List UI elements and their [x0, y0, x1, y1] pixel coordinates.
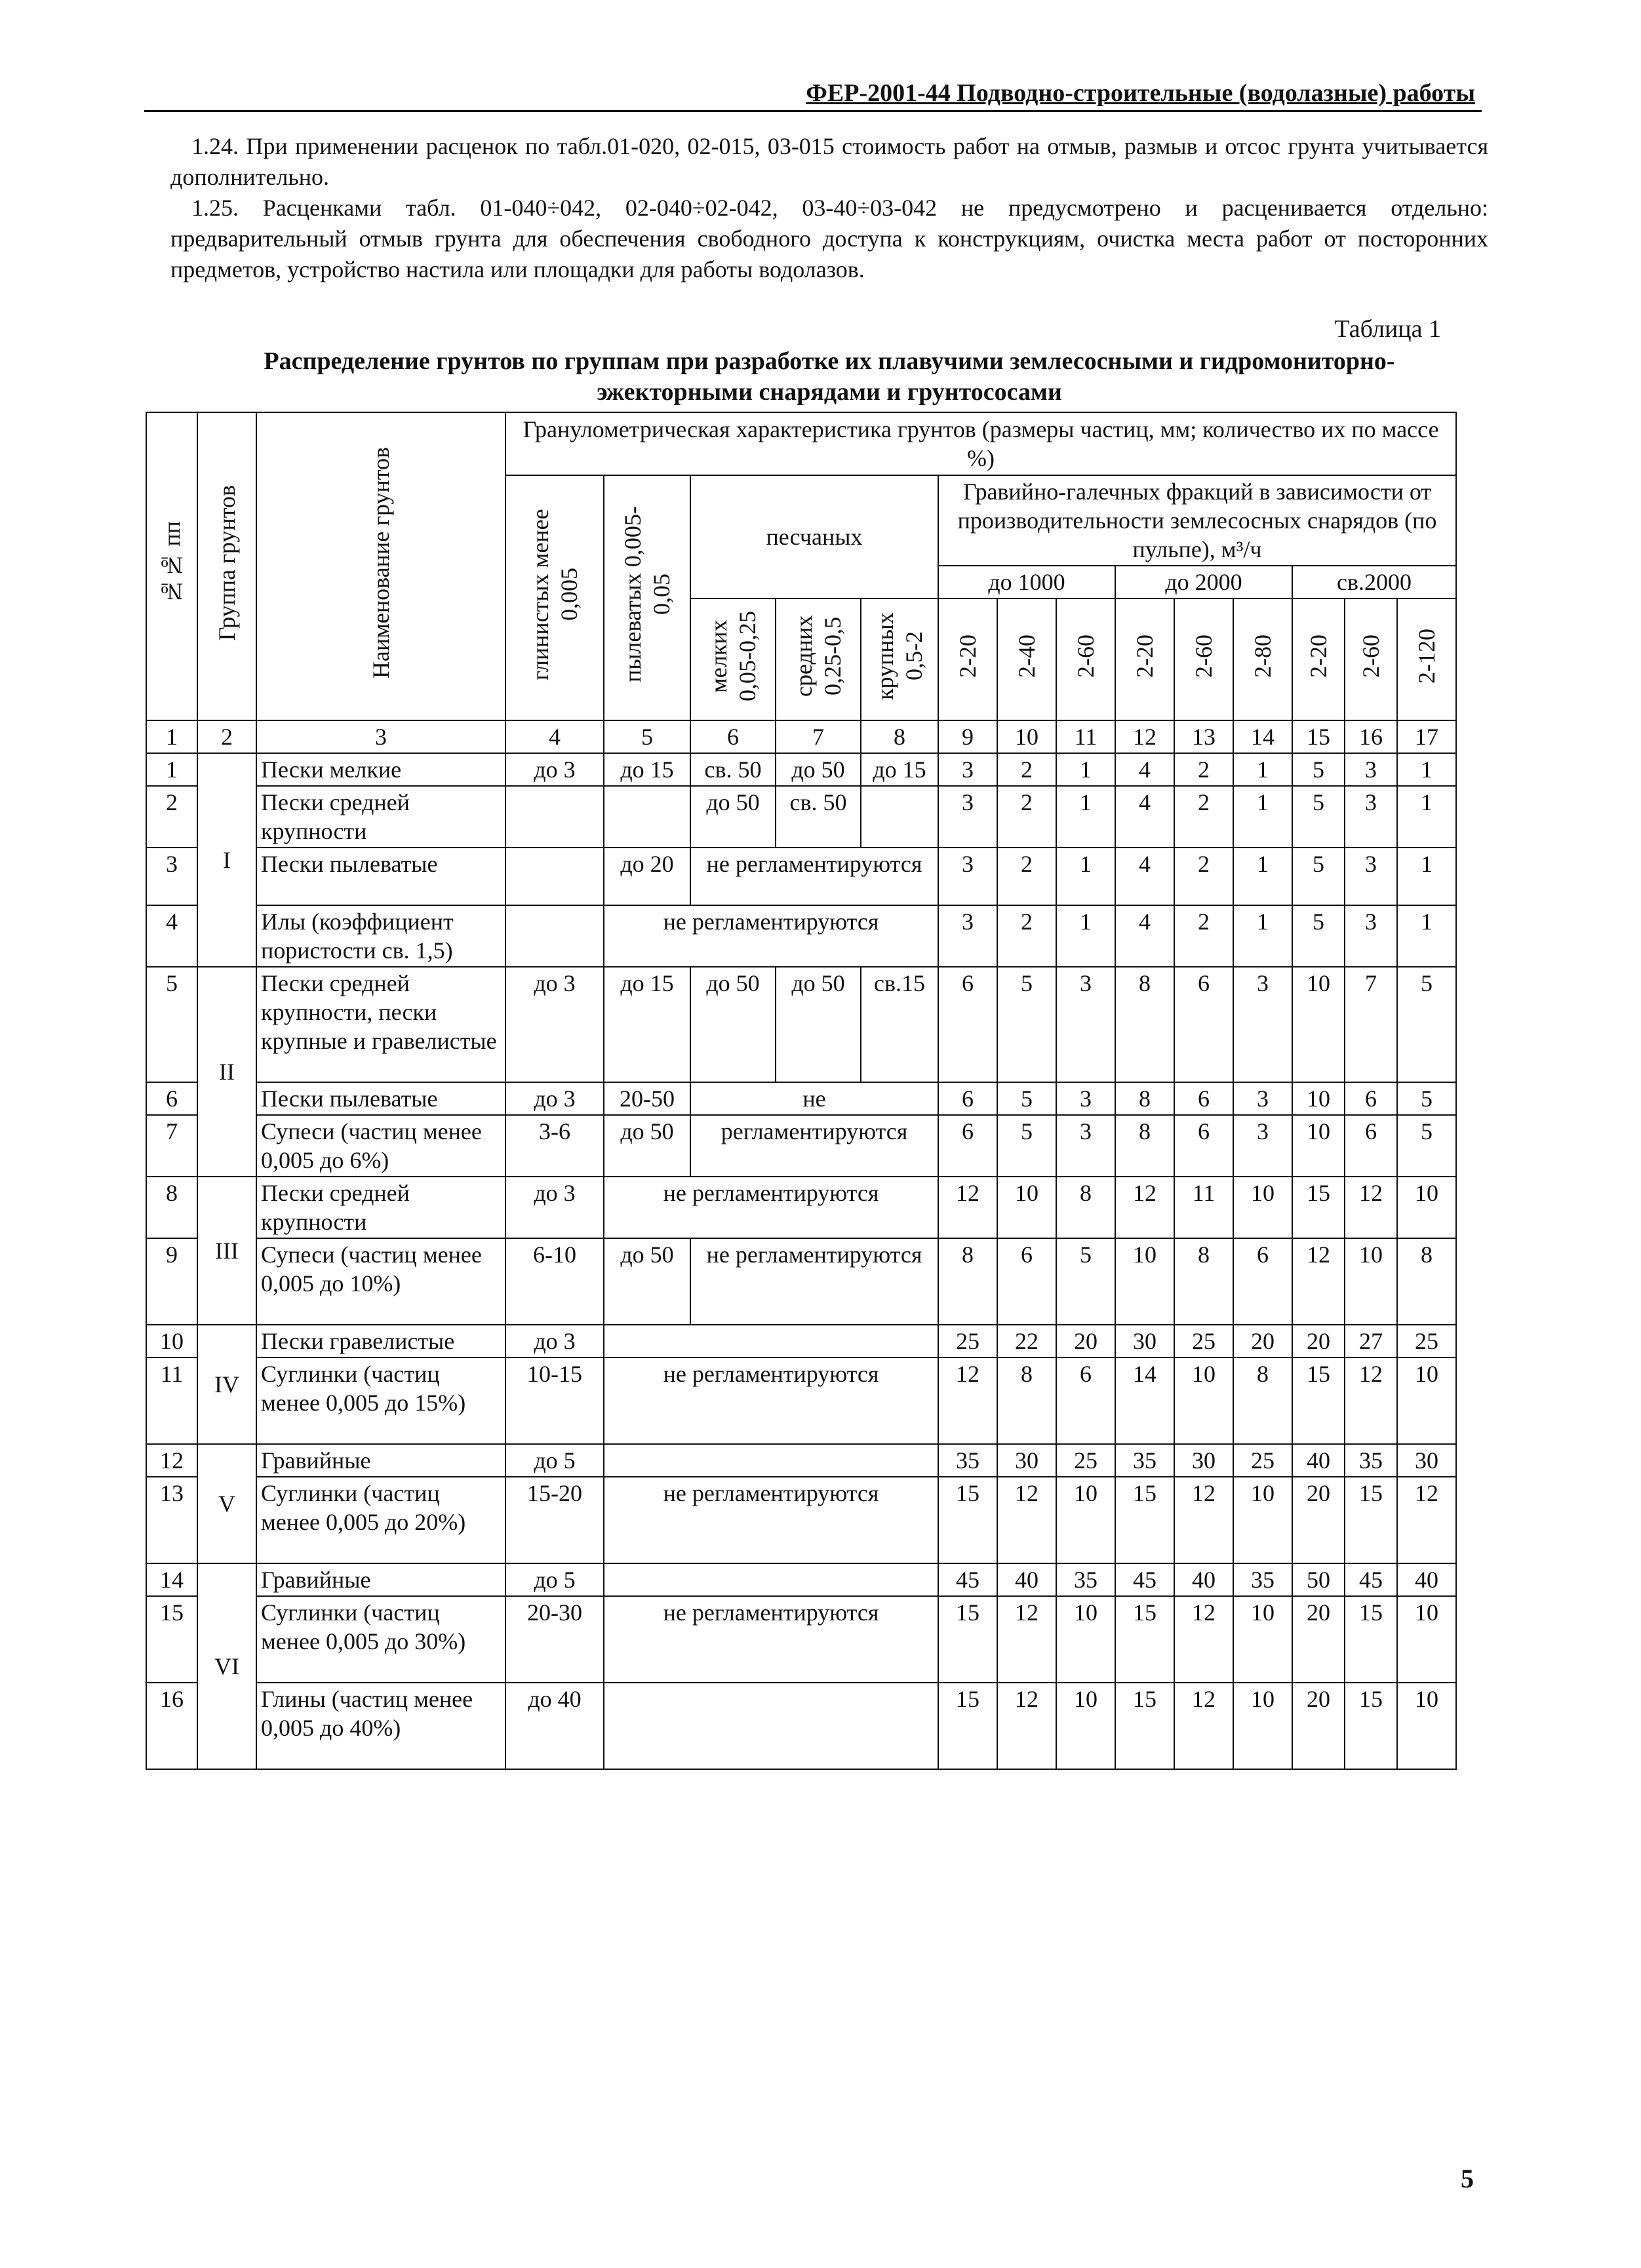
gravel-value: 3	[1056, 967, 1115, 1082]
table-title: Распределение грунтов по группам при разработке их плавучими землесосными и гидромониторно-эжекторными снарядами и грунтососами	[264, 347, 1395, 406]
gravel-value: 11	[1174, 1177, 1233, 1238]
gravel-value: 20	[1292, 1596, 1345, 1683]
clay-fraction: 6-10	[505, 1238, 604, 1325]
gravel-value: 15	[938, 1683, 997, 1769]
gravel-value: 10	[1397, 1177, 1456, 1238]
table-row	[146, 1238, 1456, 1325]
soil-name: Супеси (частиц менее 0,005 до 6%)	[256, 1115, 505, 1177]
gravel-value: 15	[1292, 1177, 1345, 1238]
gravel-value: 1	[1056, 905, 1115, 967]
gravel-value: 20	[1292, 1683, 1345, 1769]
column-number: 11	[1056, 720, 1115, 753]
gravel-value: 15	[1115, 1477, 1174, 1563]
gravel-value: 35	[1115, 1444, 1174, 1477]
row-number: 7	[146, 1115, 197, 1177]
gravel-value: 12	[1174, 1596, 1233, 1683]
column-number: 14	[1233, 720, 1292, 753]
silt-fraction: до 15	[604, 753, 690, 786]
sand-mid: св. 50	[776, 786, 861, 848]
gravel-value: 2	[1174, 848, 1233, 905]
gravel-value: 2	[997, 753, 1056, 786]
soil-name: Гравийные	[256, 1563, 505, 1596]
table-row	[146, 1563, 1456, 1596]
column-number: 2	[197, 720, 256, 753]
gravel-value: 10	[1233, 1683, 1292, 1769]
page-number: 5	[1461, 2164, 1474, 2193]
not-regulated: не регламентируются	[604, 905, 938, 967]
col-header-sub: 2-20	[1115, 598, 1174, 720]
not-regulated: не регламентируются	[690, 848, 938, 905]
sand-coarse	[861, 786, 938, 848]
gravel-value: 14	[1115, 1358, 1174, 1444]
not-regulated: не регламентируются	[604, 1177, 938, 1238]
gravel-value: 6	[1345, 1115, 1397, 1177]
soil-name: Илы (коэффициент пористости св. 1,5)	[256, 905, 505, 967]
gravel-value: 1	[1233, 905, 1292, 967]
gravel-value: 3	[938, 753, 997, 786]
gravel-value: 8	[1115, 967, 1174, 1082]
gravel-value: 1	[1397, 905, 1456, 967]
not-regulated	[604, 1683, 938, 1769]
gravel-value: 5	[1292, 905, 1345, 967]
gravel-value: 20	[1292, 1325, 1345, 1358]
gravel-value: 8	[1174, 1238, 1233, 1325]
row-number: 12	[146, 1444, 197, 1477]
row-number: 4	[146, 905, 197, 967]
gravel-value: 15	[1292, 1358, 1345, 1444]
page-header	[144, 73, 1482, 112]
table-row	[146, 1596, 1456, 1683]
gravel-value: 2	[997, 848, 1056, 905]
table-row	[146, 967, 1456, 1082]
gravel-value: 3	[1233, 1082, 1292, 1115]
col-header-gravel: Гравийно-галечных фракций в зависимости от производительности землесосных снарядов (по пульпе), м³/ч	[938, 475, 1456, 566]
gravel-value: 8	[1056, 1177, 1115, 1238]
not-regulated	[604, 1563, 938, 1596]
gravel-value: 8	[1115, 1115, 1174, 1177]
gravel-value: 12	[1115, 1177, 1174, 1238]
row-number: 3	[146, 848, 197, 905]
gravel-value: 6	[1056, 1358, 1115, 1444]
gravel-value: 35	[1056, 1563, 1115, 1596]
table-row	[146, 1325, 1456, 1358]
soil-group: II	[197, 967, 256, 1177]
gravel-value: 10	[1397, 1596, 1456, 1683]
gravel-value: 15	[1345, 1596, 1397, 1683]
gravel-value: 3	[1233, 967, 1292, 1082]
gravel-value: 1	[1233, 753, 1292, 786]
gravel-value: 2	[1174, 905, 1233, 967]
not-regulated: не регламентируются	[690, 1238, 938, 1325]
gravel-value: 10	[1345, 1238, 1397, 1325]
gravel-value: 20	[1233, 1325, 1292, 1358]
gravel-value: 5	[1292, 786, 1345, 848]
col-header-over-2000: св.2000	[1292, 566, 1456, 598]
col-header-sub: 2-60	[1345, 598, 1397, 720]
gravel-value: 45	[1345, 1563, 1397, 1596]
gravel-value: 6	[938, 967, 997, 1082]
gravel-value: 2	[1174, 753, 1233, 786]
gravel-value: 5	[1397, 967, 1456, 1082]
gravel-value: 1	[1233, 786, 1292, 848]
soil-name: Пески средней крупности	[256, 1177, 505, 1238]
gravel-value: 6	[1174, 1115, 1233, 1177]
table-row	[146, 1177, 1456, 1238]
gravel-value: 10	[1233, 1177, 1292, 1238]
gravel-value: 1	[1397, 786, 1456, 848]
not-regulated	[604, 1325, 938, 1358]
col-header-name: Наименование грунтов	[256, 412, 505, 720]
gravel-value: 4	[1115, 786, 1174, 848]
gravel-value: 4	[1115, 848, 1174, 905]
sand-coarse: до 15	[861, 753, 938, 786]
row-number: 2	[146, 786, 197, 848]
row-number: 8	[146, 1177, 197, 1238]
soil-name: Пески гравелистые	[256, 1325, 505, 1358]
clay-fraction: 10-15	[505, 1358, 604, 1444]
gravel-value: 25	[1397, 1325, 1456, 1358]
gravel-value: 7	[1345, 967, 1397, 1082]
col-header-sub: 2-120	[1397, 598, 1456, 720]
gravel-value: 40	[1292, 1444, 1345, 1477]
gravel-value: 30	[997, 1444, 1056, 1477]
gravel-value: 6	[1174, 967, 1233, 1082]
gravel-value: 3	[938, 848, 997, 905]
gravel-value: 3	[938, 905, 997, 967]
col-header-sand-coarse: крупных 0,5-2	[861, 598, 938, 720]
gravel-value: 15	[938, 1477, 997, 1563]
clay-fraction: до 5	[505, 1563, 604, 1596]
soil-name: Суглинки (частиц менее 0,005 до 20%)	[256, 1477, 505, 1563]
column-number: 1	[146, 720, 197, 753]
gravel-value: 15	[1115, 1596, 1174, 1683]
silt-fraction: до 50	[604, 1115, 690, 1177]
gravel-value: 35	[1233, 1563, 1292, 1596]
col-header-silt: пылеватых 0,005-0,05	[604, 475, 690, 720]
table-row	[146, 1358, 1456, 1444]
header-title: ФЕР-2001-44 Подводно-строительные (водолазные) работы	[806, 79, 1475, 107]
gravel-value: 8	[997, 1358, 1056, 1444]
row-number: 15	[146, 1596, 197, 1683]
col-header-sand: песчаных	[690, 475, 938, 598]
clay-fraction	[505, 905, 604, 967]
col-header-sand-fine: мелких 0,05-0,25	[690, 598, 776, 720]
sand-mid: до 50	[776, 753, 861, 786]
row-number: 9	[146, 1238, 197, 1325]
gravel-value: 8	[1115, 1082, 1174, 1115]
column-number: 16	[1345, 720, 1397, 753]
gravel-value: 1	[1056, 753, 1115, 786]
gravel-value: 40	[1174, 1563, 1233, 1596]
gravel-value: 10	[1233, 1596, 1292, 1683]
table-row	[146, 1477, 1456, 1563]
col-header-to-1000: до 1000	[938, 566, 1115, 598]
row-number: 13	[146, 1477, 197, 1563]
paragraph-1-25: 1.25. Расценками табл. 01-040÷042, 02-040÷02-042, 03-40÷03-042 не предусмотрено и расценивается отдельно: предварительный отмыв грунта для обеспечения свободного доступа к конструкциям, очистка места работ от посторонних предметов, устройство настила или площадки для работы водолазов.	[170, 195, 1488, 283]
table-row	[146, 786, 1456, 848]
soil-group: IV	[197, 1325, 256, 1444]
gravel-value: 12	[1174, 1477, 1233, 1563]
gravel-value: 50	[1292, 1563, 1345, 1596]
gravel-value: 5	[997, 1115, 1056, 1177]
gravel-value: 8	[1233, 1358, 1292, 1444]
gravel-value: 5	[1056, 1238, 1115, 1325]
gravel-value: 10	[1056, 1683, 1115, 1769]
gravel-value: 5	[997, 1082, 1056, 1115]
gravel-value: 40	[997, 1563, 1056, 1596]
table-row	[146, 1444, 1456, 1477]
clay-fraction: 3-6	[505, 1115, 604, 1177]
gravel-value: 6	[997, 1238, 1056, 1325]
column-number: 9	[938, 720, 997, 753]
col-header-sand-mid: средних 0,25-0,5	[776, 598, 861, 720]
column-number: 13	[1174, 720, 1233, 753]
soil-group: VI	[197, 1563, 256, 1769]
row-number: 1	[146, 753, 197, 786]
soil-name: Пески средней крупности	[256, 786, 505, 848]
gravel-value: 20	[1056, 1325, 1115, 1358]
silt-fraction: до 20	[604, 848, 690, 905]
gravel-value: 3	[1056, 1082, 1115, 1115]
gravel-value: 3	[1345, 753, 1397, 786]
table-row	[146, 905, 1456, 967]
col-header-sub: 2-60	[1056, 598, 1115, 720]
gravel-value: 10	[1397, 1683, 1456, 1769]
gravel-value: 25	[1056, 1444, 1115, 1477]
clay-fraction: до 3	[505, 753, 604, 786]
gravel-value: 10	[1233, 1477, 1292, 1563]
gravel-value: 10	[997, 1177, 1056, 1238]
soil-name: Суглинки (частиц менее 0,005 до 15%)	[256, 1358, 505, 1444]
paragraph-1-24: 1.24. При применении расценок по табл.01-020, 02-015, 03-015 стоимость работ на отмыв, размыв и отсос грунта учитывается дополнительно.	[170, 133, 1488, 190]
gravel-value: 15	[1345, 1683, 1397, 1769]
gravel-value: 10	[1115, 1238, 1174, 1325]
gravel-value: 4	[1115, 753, 1174, 786]
gravel-value: 10	[1292, 1082, 1345, 1115]
gravel-value: 1	[1056, 848, 1115, 905]
table-row	[146, 753, 1456, 786]
clay-fraction: до 3	[505, 967, 604, 1082]
gravel-value: 25	[938, 1325, 997, 1358]
soil-groups-table	[146, 412, 1457, 1770]
table-label: Таблица 1	[1334, 315, 1441, 343]
column-number: 8	[861, 720, 938, 753]
soil-group: I	[197, 753, 256, 967]
gravel-value: 12	[938, 1358, 997, 1444]
col-header-sub: 2-20	[938, 598, 997, 720]
not-regulated: не	[690, 1082, 938, 1115]
table-row	[146, 1683, 1456, 1769]
col-header-to-2000: до 2000	[1115, 566, 1292, 598]
col-header-clay: глинистых менее 0,005	[505, 475, 604, 720]
soil-name: Пески пылеватые	[256, 1082, 505, 1115]
gravel-value: 8	[1397, 1238, 1456, 1325]
gravel-value: 12	[1292, 1238, 1345, 1325]
gravel-value: 1	[1056, 786, 1115, 848]
column-number: 15	[1292, 720, 1345, 753]
clay-fraction: до 3	[505, 1325, 604, 1358]
gravel-value: 1	[1397, 848, 1456, 905]
col-header-group: Группа грунтов	[197, 412, 256, 720]
gravel-value: 10	[1056, 1596, 1115, 1683]
gravel-value: 15	[1115, 1683, 1174, 1769]
col-header-sub: 2-20	[1292, 598, 1345, 720]
clay-fraction	[505, 786, 604, 848]
gravel-value: 8	[938, 1238, 997, 1325]
column-number: 12	[1115, 720, 1174, 753]
gravel-value: 3	[1345, 905, 1397, 967]
gravel-value: 20	[1292, 1477, 1345, 1563]
gravel-value: 10	[1056, 1477, 1115, 1563]
table-row	[146, 848, 1456, 905]
row-number: 5	[146, 967, 197, 1082]
silt-fraction: 20-50	[604, 1082, 690, 1115]
soil-name: Пески пылеватые	[256, 848, 505, 905]
column-number-row	[146, 720, 1456, 753]
gravel-value: 2	[1174, 786, 1233, 848]
col-header-sub: 2-60	[1174, 598, 1233, 720]
soil-group: V	[197, 1444, 256, 1563]
row-number: 11	[146, 1358, 197, 1444]
table-row	[146, 1115, 1456, 1177]
gravel-value: 12	[1345, 1177, 1397, 1238]
gravel-value: 1	[1397, 753, 1456, 786]
soil-name: Супеси (частиц менее 0,005 до 10%)	[256, 1238, 505, 1325]
gravel-value: 15	[1345, 1477, 1397, 1563]
gravel-value: 35	[938, 1444, 997, 1477]
gravel-value: 12	[938, 1177, 997, 1238]
gravel-value: 3	[1056, 1115, 1115, 1177]
sand-mid: до 50	[776, 967, 861, 1082]
gravel-value: 3	[1345, 848, 1397, 905]
column-number: 6	[690, 720, 776, 753]
gravel-value: 2	[997, 905, 1056, 967]
row-number: 6	[146, 1082, 197, 1115]
gravel-value: 5	[1292, 753, 1345, 786]
gravel-value: 12	[997, 1596, 1056, 1683]
silt-fraction: до 15	[604, 967, 690, 1082]
sand-fine: св. 50	[690, 753, 776, 786]
soil-name: Пески средней крупности, пески крупные и гравелистые	[256, 967, 505, 1082]
row-number: 14	[146, 1563, 197, 1596]
clay-fraction: 15-20	[505, 1477, 604, 1563]
col-header-granulometry: Гранулометрическая характеристика грунтов (размеры частиц, мм; количество их по массе %)	[505, 412, 1456, 475]
soil-name: Глины (частиц менее 0,005 до 40%)	[256, 1683, 505, 1769]
gravel-value: 5	[1397, 1082, 1456, 1115]
gravel-value: 12	[1345, 1358, 1397, 1444]
gravel-value: 45	[938, 1563, 997, 1596]
gravel-value: 6	[1174, 1082, 1233, 1115]
soil-name: Суглинки (частиц менее 0,005 до 30%)	[256, 1596, 505, 1683]
not-regulated: не регламентируются	[604, 1596, 938, 1683]
gravel-value: 6	[938, 1082, 997, 1115]
col-header-sub: 2-80	[1233, 598, 1292, 720]
gravel-value: 4	[1115, 905, 1174, 967]
gravel-value: 12	[997, 1477, 1056, 1563]
gravel-value: 22	[997, 1325, 1056, 1358]
gravel-value: 3	[938, 786, 997, 848]
gravel-value: 5	[1397, 1115, 1456, 1177]
gravel-value: 3	[1345, 786, 1397, 848]
gravel-value: 6	[1233, 1238, 1292, 1325]
column-number: 4	[505, 720, 604, 753]
column-number: 3	[256, 720, 505, 753]
sand-fine: до 50	[690, 786, 776, 848]
gravel-value: 35	[1345, 1444, 1397, 1477]
clay-fraction: до 3	[505, 1082, 604, 1115]
clay-fraction: до 40	[505, 1683, 604, 1769]
gravel-value: 5	[997, 967, 1056, 1082]
row-number: 16	[146, 1683, 197, 1769]
gravel-value: 40	[1397, 1563, 1456, 1596]
silt-fraction: до 50	[604, 1238, 690, 1325]
gravel-value: 10	[1397, 1358, 1456, 1444]
gravel-value: 5	[1292, 848, 1345, 905]
gravel-value: 3	[1233, 1115, 1292, 1177]
column-number: 5	[604, 720, 690, 753]
soil-group: III	[197, 1177, 256, 1325]
gravel-value: 6	[938, 1115, 997, 1177]
silt-fraction	[604, 786, 690, 848]
gravel-value: 10	[1292, 1115, 1345, 1177]
row-number: 10	[146, 1325, 197, 1358]
table-row	[146, 1082, 1456, 1115]
clay-fraction: до 5	[505, 1444, 604, 1477]
not-regulated: регламентируются	[690, 1115, 938, 1177]
not-regulated: не регламентируются	[604, 1358, 938, 1444]
gravel-value: 27	[1345, 1325, 1397, 1358]
soil-name: Гравийные	[256, 1444, 505, 1477]
col-header-sub: 2-40	[997, 598, 1056, 720]
gravel-value: 1	[1233, 848, 1292, 905]
gravel-value: 25	[1233, 1444, 1292, 1477]
gravel-value: 45	[1115, 1563, 1174, 1596]
gravel-value: 10	[1292, 967, 1345, 1082]
clay-fraction	[505, 848, 604, 905]
clay-fraction: 20-30	[505, 1596, 604, 1683]
gravel-value: 30	[1174, 1444, 1233, 1477]
col-header-num: №№ пп	[146, 412, 197, 720]
column-number: 10	[997, 720, 1056, 753]
soil-name: Пески мелкие	[256, 753, 505, 786]
gravel-value: 12	[997, 1683, 1056, 1769]
sand-coarse: св.15	[861, 967, 938, 1082]
gravel-value: 10	[1174, 1358, 1233, 1444]
gravel-value: 12	[1174, 1683, 1233, 1769]
gravel-value: 30	[1397, 1444, 1456, 1477]
not-regulated	[604, 1444, 938, 1477]
column-number: 7	[776, 720, 861, 753]
gravel-value: 12	[1397, 1477, 1456, 1563]
gravel-value: 25	[1174, 1325, 1233, 1358]
gravel-value: 15	[938, 1596, 997, 1683]
sand-fine: до 50	[690, 967, 776, 1082]
gravel-value: 30	[1115, 1325, 1174, 1358]
not-regulated: не регламентируются	[604, 1477, 938, 1563]
column-number: 17	[1397, 720, 1456, 753]
gravel-value: 2	[997, 786, 1056, 848]
clay-fraction: до 3	[505, 1177, 604, 1238]
gravel-value: 6	[1345, 1082, 1397, 1115]
